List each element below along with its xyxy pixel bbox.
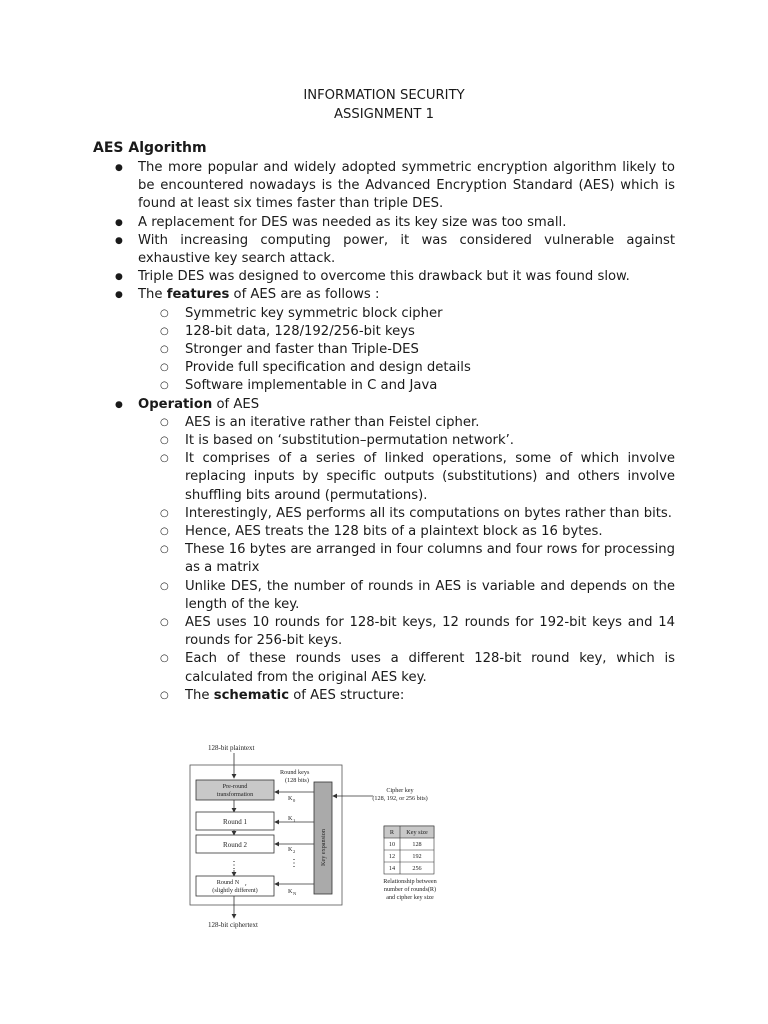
round-1-label: Round 1 [223, 818, 247, 826]
content-body [113, 159, 675, 705]
bullet-item-operation [113, 396, 675, 414]
kn-subscript: N [293, 891, 297, 896]
features-list [113, 305, 675, 396]
relationship-line-1: Relationship between [383, 878, 437, 885]
sub-bullet-item: ○ Stronger and faster than Triple-DES [160, 341, 675, 359]
schematic-bold: schematic [213, 687, 290, 703]
aes-structure-diagram [188, 740, 458, 930]
document-title [0, 86, 768, 124]
key-expansion-label: Key expansion [320, 829, 327, 866]
rounds-ellipsis: ⋮ [229, 860, 239, 871]
relationship-line-3: and cipher key size [386, 894, 434, 901]
ciphertext-label: 128-bit ciphertext [208, 921, 258, 929]
sub-bullet-item: ○ Symmetric key symmetric block cipher [160, 305, 675, 323]
features-post: of AES are as follows : [229, 287, 380, 303]
sub-bullet-item: ○ 128-bit data, 128/192/256-bit keys [160, 323, 675, 341]
bullet-item-features [113, 286, 675, 304]
cipher-key-label: Cipher key [386, 787, 414, 794]
sub-bullet-item: ○ Software implementable in C and Java [160, 377, 675, 395]
cipher-key-sizes: (128, 192, or 256 bits) [372, 795, 428, 802]
main-bullet-list [113, 159, 675, 305]
schematic-pre: The [185, 687, 214, 703]
rounds-table [384, 826, 434, 874]
table-header-key-size: Key size [406, 829, 428, 836]
pre-round-label-2: transformation [216, 791, 254, 798]
sub-bullet-item: ○ These 16 bytes are arranged in four columns and four rows for processing as a matrix [160, 541, 675, 577]
features-pre: The [138, 287, 167, 303]
table-cell: 12 [388, 853, 396, 860]
bullet-item: ● Triple DES was designed to overcome this drawback but it was found slow. [113, 268, 675, 286]
sub-bullet-item: ○ It is based on ‘substitution–permutation network’. [160, 432, 675, 450]
kn-label: K [288, 888, 293, 895]
sub-bullet-item: ○ Interestingly, AES performs all its computations on bytes rather than bits. [160, 505, 675, 523]
operation-list [113, 414, 675, 705]
bullet-item: ● With increasing computing power, it was considered vulnerable against exhaustive key search attack. [113, 232, 675, 268]
sub-bullet-item: ○ AES is an iterative rather than Feistel cipher. [160, 414, 675, 432]
table-cell: 10 [388, 841, 396, 848]
pre-round-label-1: Pre-round [222, 783, 248, 790]
k2-label: K [288, 846, 293, 853]
keys-ellipsis: ⋮ [289, 858, 299, 869]
round-n-subscript: r [245, 882, 247, 887]
round-keys-bits: (128 bits) [285, 777, 309, 784]
sub-bullet-item: ○ AES uses 10 rounds for 128-bit keys, 12 rounds for 192-bit keys and 14 rounds for 256-bit keys. [160, 614, 675, 650]
section-heading: AES Algorithm [93, 140, 207, 156]
round-2-label: Round 2 [223, 841, 247, 849]
sub-bullet-item: ○ Provide full specification and design details [160, 359, 675, 377]
schematic-post: of AES structure: [289, 687, 405, 703]
round-n-note: (slightly different) [212, 887, 258, 894]
sub-bullet-item: ○ Hence, AES treats the 128 bits of a plaintext block as 16 bytes. [160, 523, 675, 541]
k1-subscript: 1 [293, 818, 296, 823]
k2-subscript: 2 [293, 849, 296, 854]
round-keys-label: Round keys [280, 769, 310, 776]
sub-bullet-item: ○ Unlike DES, the number of rounds in AES is variable and depends on the length of the key. [160, 578, 675, 614]
table-cell: 192 [412, 853, 422, 860]
table-cell: 256 [412, 865, 422, 872]
operation-post: of AES [212, 396, 260, 412]
relationship-line-2: number of rounds(R) [383, 886, 437, 893]
sub-bullet-item: ○ Each of these rounds uses a different 128-bit round key, which is calculated from the original AES key. [160, 650, 675, 686]
bullet-item: ● The more popular and widely adopted symmetric encryption algorithm likely to be encountered nowadays is the Advanced Encryption Standard (AES) which is found at least six times faster than triple DES. [113, 159, 675, 214]
k1-label: K [288, 815, 293, 822]
operation-bold: Operation [138, 396, 213, 412]
k0-label: K [288, 795, 293, 802]
operation-bullet-list [113, 396, 675, 414]
k0-subscript: 0 [293, 798, 296, 803]
features-bold: features [166, 287, 230, 303]
sub-bullet-item-schematic [160, 687, 675, 705]
sub-bullet-item: ○ It comprises of a series of linked operations, some of which involve replacing inputs by specific outputs (substitutions) and others involve shuffling bits around (permutations). [160, 450, 675, 505]
table-header-r: R [389, 829, 395, 836]
round-n-label: Round N [216, 879, 240, 886]
table-cell: 128 [412, 841, 422, 848]
title-line-2: ASSIGNMENT 1 [334, 107, 434, 122]
table-cell: 14 [388, 865, 396, 872]
plaintext-label: 128-bit plaintext [208, 744, 255, 752]
title-line-1: INFORMATION SECURITY [303, 88, 465, 103]
bullet-item: ● A replacement for DES was needed as its key size was too small. [113, 214, 675, 232]
